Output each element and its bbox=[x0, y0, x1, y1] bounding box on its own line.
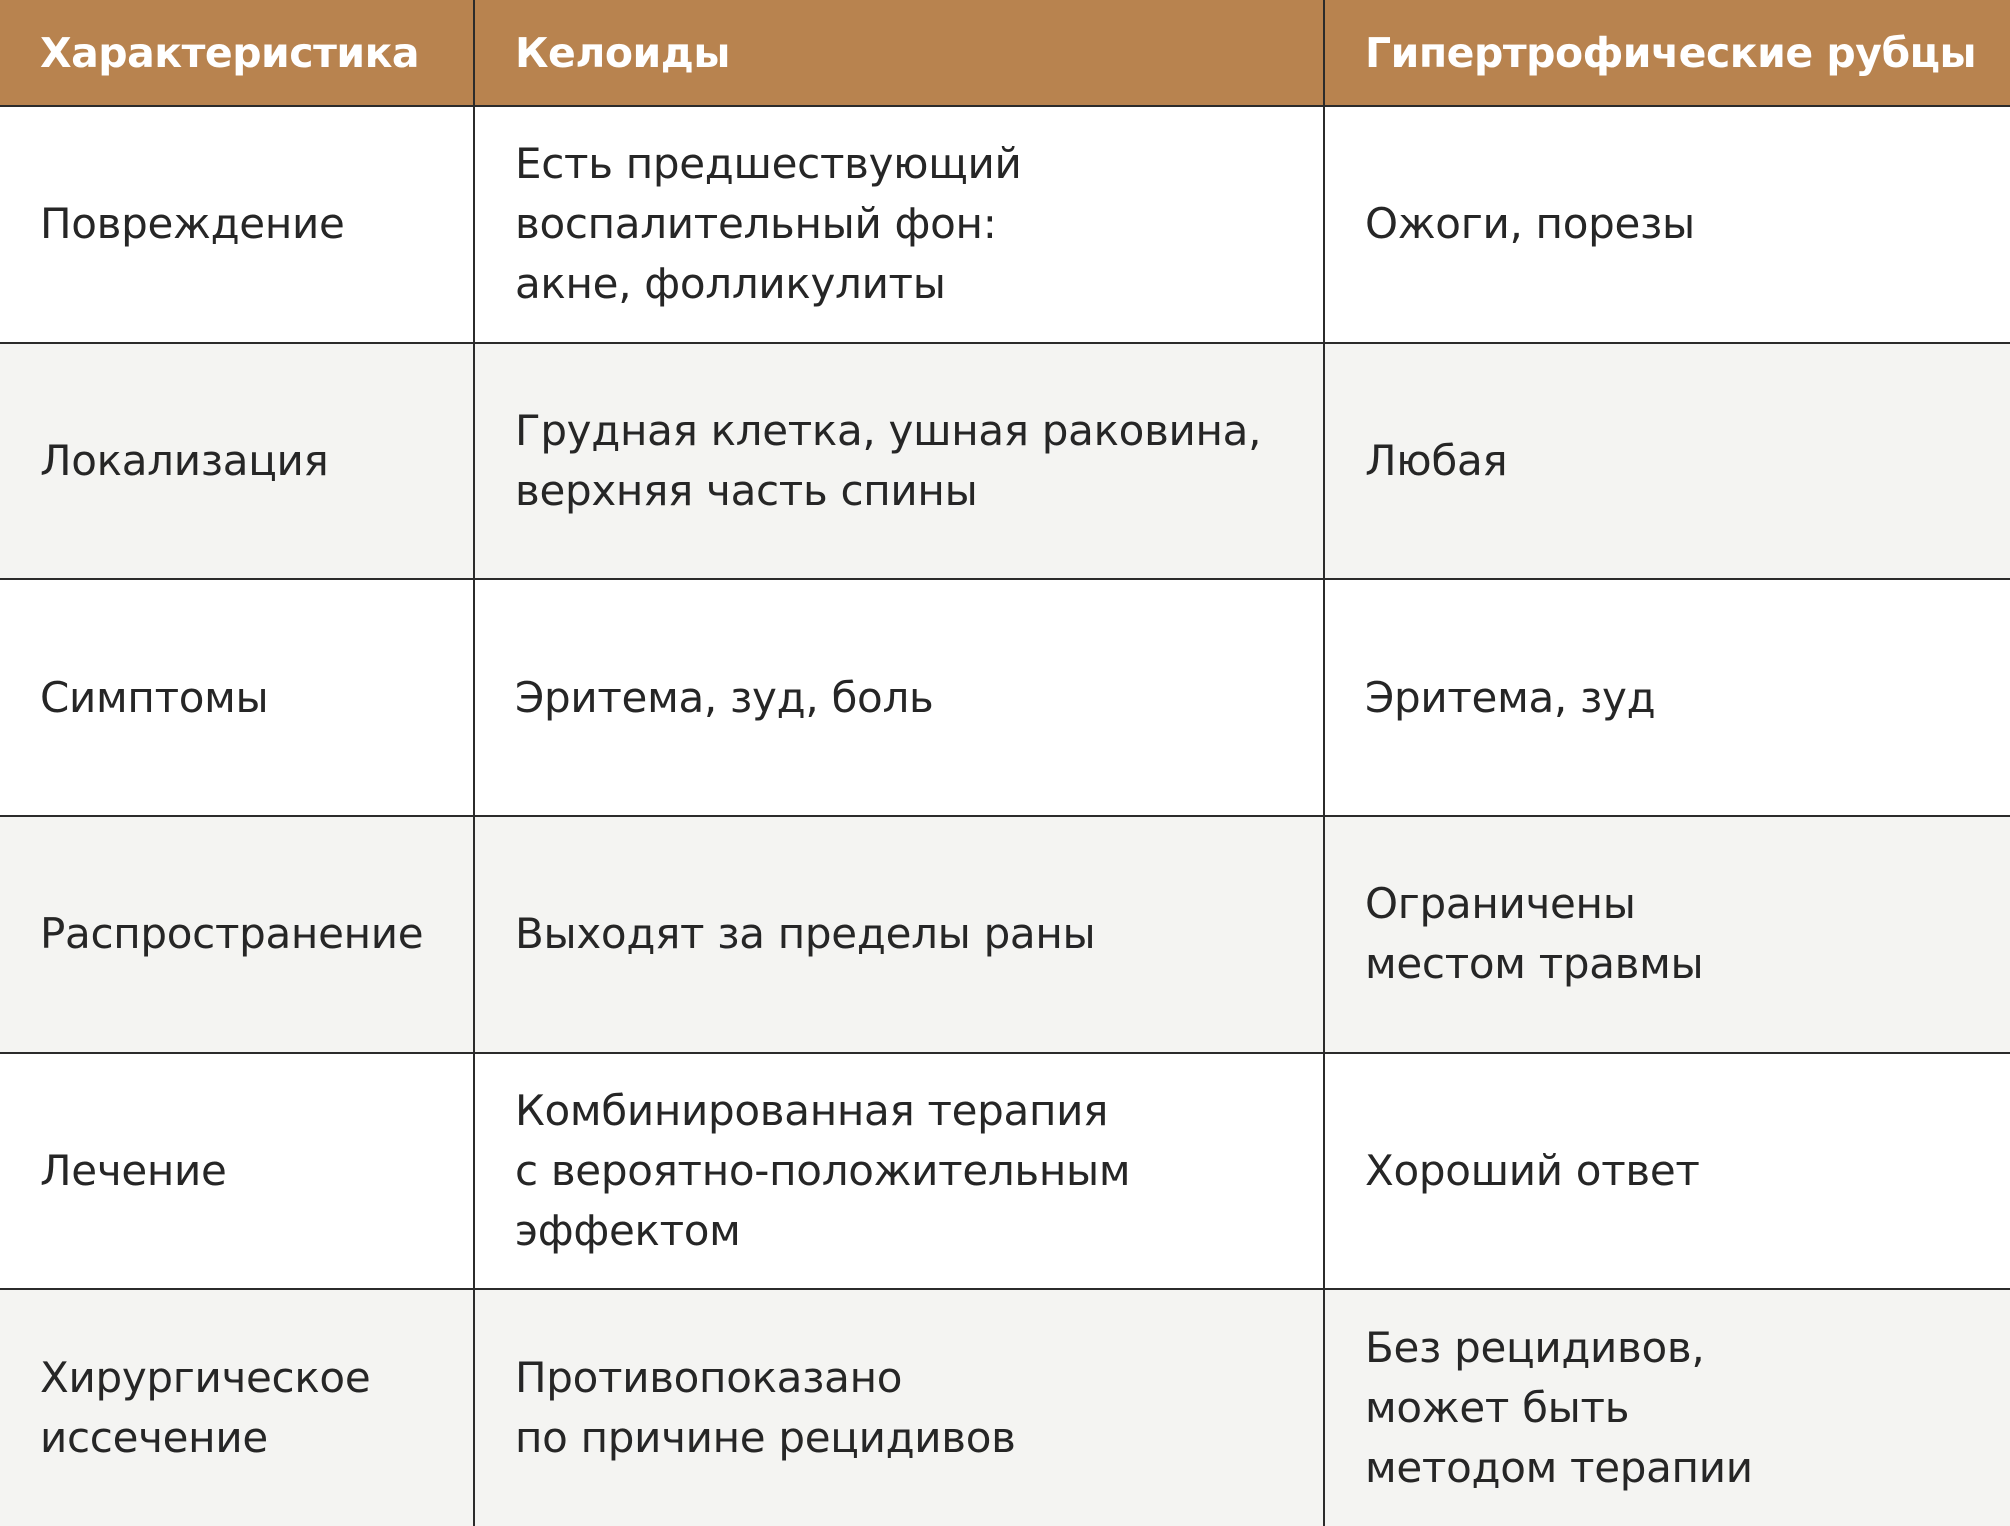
cell-characteristic bbox=[0, 106, 474, 343]
cell-characteristic bbox=[0, 1289, 474, 1526]
hypertrophic-text: Ограничены местом травмы bbox=[1365, 879, 1704, 989]
keloids-text: Эритема, зуд, боль bbox=[515, 672, 934, 722]
header-hypertrophic-scars: Гипертрофические рубцы bbox=[1324, 0, 2010, 106]
cell-keloids bbox=[474, 106, 1324, 343]
cell-hypertrophic bbox=[1324, 1289, 2010, 1526]
table-body bbox=[0, 106, 2010, 1526]
keloids-text: Есть предшествующий воспалительный фон: акне, фолликулиты bbox=[515, 139, 1022, 309]
hypertrophic-text: Любая bbox=[1365, 435, 1508, 485]
characteristic-text: Хирургическое иссечение bbox=[40, 1353, 371, 1463]
cell-keloids bbox=[474, 343, 1324, 580]
keloids-text: Грудная клетка, ушная раковина, верхняя часть спины bbox=[515, 405, 1262, 515]
cell-characteristic bbox=[0, 343, 474, 580]
cell-characteristic bbox=[0, 579, 474, 816]
hypertrophic-text: Хороший ответ bbox=[1365, 1145, 1700, 1195]
keloids-text: Комбинированная терапия с вероятно-положительным эффектом bbox=[515, 1085, 1131, 1255]
cell-characteristic bbox=[0, 816, 474, 1053]
header-row bbox=[0, 0, 2010, 106]
header-keloids: Келоиды bbox=[474, 0, 1324, 106]
cell-hypertrophic bbox=[1324, 1053, 2010, 1290]
hypertrophic-text: Без рецидивов, может быть методом терапии bbox=[1365, 1323, 1753, 1493]
table-row bbox=[0, 816, 2010, 1053]
table-row bbox=[0, 1053, 2010, 1290]
hypertrophic-text: Ожоги, порезы bbox=[1365, 199, 1695, 249]
header-characteristic: Характеристика bbox=[0, 0, 474, 106]
table-row bbox=[0, 106, 2010, 343]
cell-hypertrophic bbox=[1324, 816, 2010, 1053]
cell-characteristic bbox=[0, 1053, 474, 1290]
cell-keloids bbox=[474, 1053, 1324, 1290]
table-row bbox=[0, 343, 2010, 580]
characteristic-text: Лечение bbox=[40, 1145, 227, 1195]
cell-hypertrophic bbox=[1324, 106, 2010, 343]
cell-hypertrophic bbox=[1324, 579, 2010, 816]
characteristic-text: Распространение bbox=[40, 909, 424, 959]
characteristic-text: Симптомы bbox=[40, 672, 269, 722]
table-row bbox=[0, 579, 2010, 816]
keloids-text: Выходят за пределы раны bbox=[515, 909, 1096, 959]
cell-hypertrophic bbox=[1324, 343, 2010, 580]
keloids-text: Противопоказано по причине рецидивов bbox=[515, 1353, 1016, 1463]
cell-keloids bbox=[474, 816, 1324, 1053]
table-header bbox=[0, 0, 2010, 106]
characteristic-text: Локализация bbox=[40, 435, 329, 485]
cell-keloids bbox=[474, 1289, 1324, 1526]
hypertrophic-text: Эритема, зуд bbox=[1365, 672, 1656, 722]
cell-keloids bbox=[474, 579, 1324, 816]
table-row bbox=[0, 1289, 2010, 1526]
characteristic-text: Повреждение bbox=[40, 199, 345, 249]
